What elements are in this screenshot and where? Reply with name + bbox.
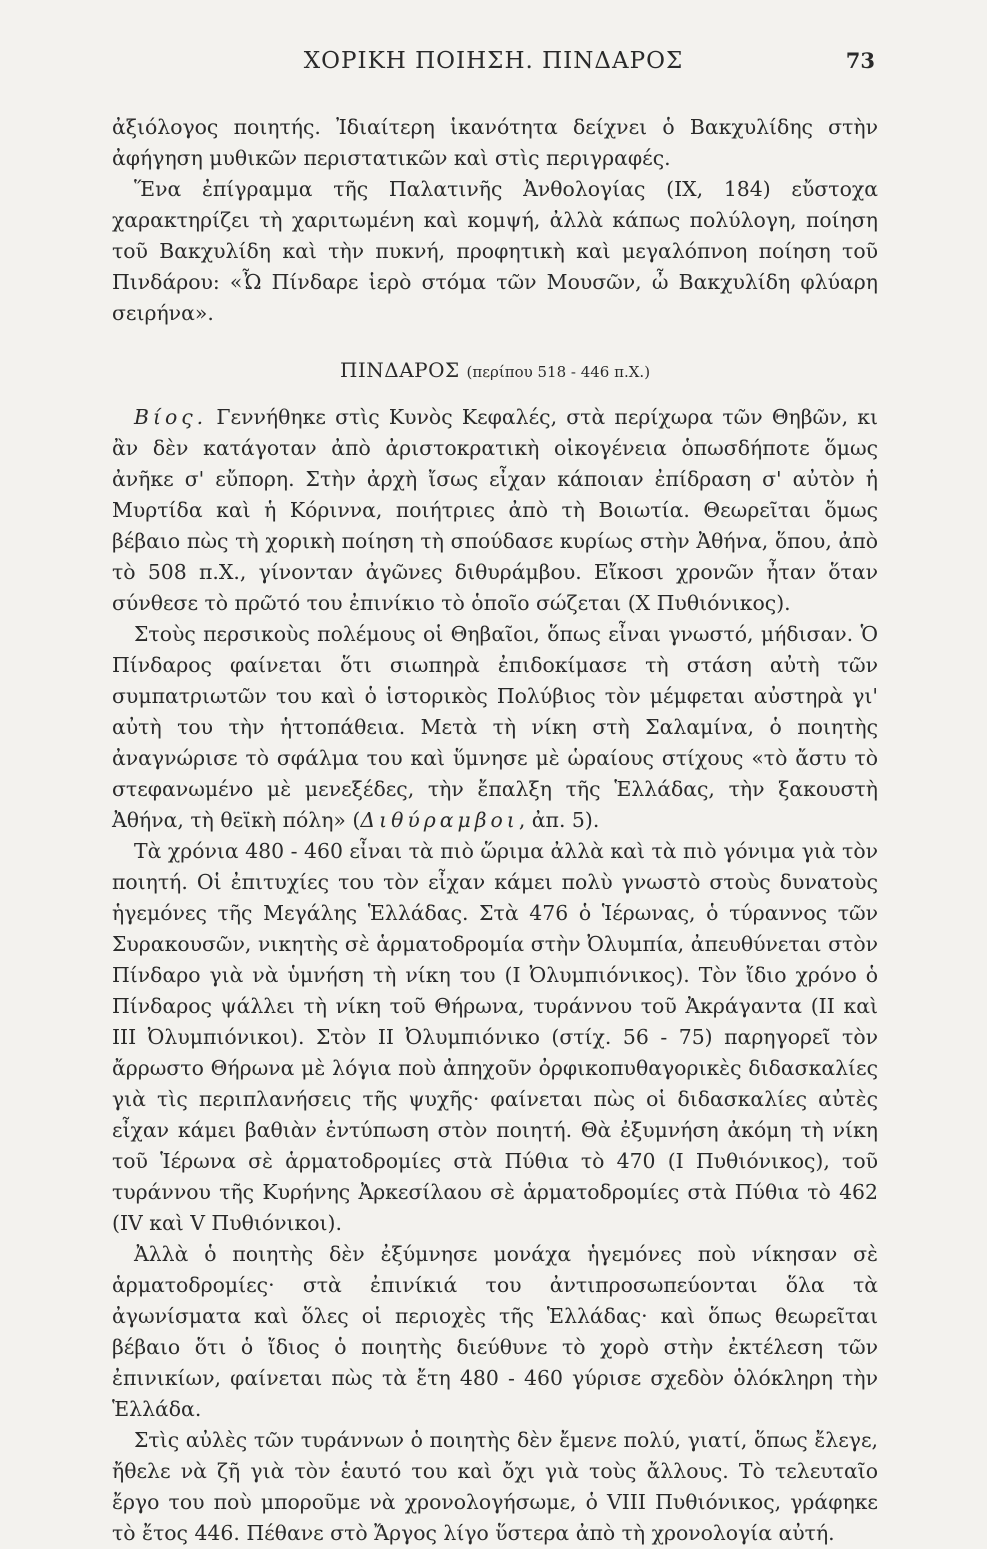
section-dates: (περίπου 518 - 446 π.Χ.) [466,363,651,381]
source-title: Διθύραμβοι [360,808,519,832]
page-header [0,48,987,88]
paragraph-bios-text: Γεννήθηκε στὶς Κυνὸς Κεφαλές, στὰ περίχωρα τῶν Θηβῶν, κι ἂν δὲν κατάγοταν ἀπὸ ἀριστοκρατικὴ οἰκογένεια ὁπωσδήποτε ὅμως ἀνῆκε σ' εὔπορη. Στὴν ἀρχὴ ἴσως εἶχαν κάποιαν ἐπίδραση σ' αὐτὸν ἡ Μυρτίδα καὶ ἡ Κόριννα, ποιήτριες ἀπὸ τὴ Βοιωτία. Θεωρεῖται ὅμως βέβαιο πὼς τὴ χορικὴ ποίηση τὴ σπούδασε κυρίως στὴν Ἀθήνα, ὅπου, ἀπὸ τὸ 508 π.Χ., γίνονταν ἀγῶνες διθυράμβου. Εἴκοσι χρονῶν ἦταν ὅταν σύνθεσε τὸ πρῶτό του ἐπινίκιο τὸ ὁποῖο σώζεται (Χ Πυθιόνικος). [112,405,878,615]
page-number: 73 [845,48,875,73]
paragraph-all-contests: Ἀλλὰ ὁ ποιητὴς δὲν ἐξύμνησε μονάχα ἡγεμόνες ποὺ νίκησαν σὲ ἁρματοδρομίες· στὰ ἐπινίκιά του ἀντιπροσωπεύονται ὅλα τὰ ἀγωνίσματα καὶ ὅλες οἱ περιοχὲς τῆς Ἑλλάδας· καὶ ὅπως θεωρεῖται βέβαιο ὅτι ὁ ἴδιος ὁ ποιητὴς διεύθυνε τὸ χορὸ στὴν ἐκτέλεση τῶν ἐπινικίων, φαίνεται πὼς τὰ ἔτη 480 - 460 γύρισε σχεδὸν ὁλόκληρη τὴν Ἑλλάδα. [112,1242,878,1421]
running-title: ΧΟΡΙΚΗ ΠΟΙΗΣΗ. ΠΙΝΔΑΡΟΣ [303,48,684,74]
paragraph-persian-wars [112,619,878,836]
paragraph-last-years: Στὶς αὐλὲς τῶν τυράννων ὁ ποιητὴς δὲν ἔμενε πολύ, γιατί, ὅπως ἔλεγε, ἤθελε νὰ ζῆ γιὰ τὸν ἑαυτό του καὶ ὄχι γιὰ τοὺς ἄλλους. Τὸ τελευταῖο ἔργο του ποὺ μποροῦμε νὰ χρονολογήσωμε, ὁ VIII Πυθιόνικος, γράφηκε τὸ ἔτος 446. Πέθανε στὸ Ἄργος λίγο ὕστερα ἀπὸ τὴ χρονολογία αὐτή. [112,1428,878,1545]
page-body [112,112,878,1549]
paragraph-intro-1: ἀξιόλογος ποιητής. Ἰδιαίτερη ἱκανότητα δείχνει ὁ Βακχυλίδης στὴν ἀφήγηση μυθικῶν περιστατικῶν καὶ στὶς περιγραφές. [112,115,878,170]
paragraph-persian-wars-end: , ἀπ. 5). [518,808,600,832]
bios-label: Βίος. [134,405,208,429]
paragraph-mature-years: Τὰ χρόνια 480 - 460 εἶναι τὰ πιὸ ὥριμα ἀλλὰ καὶ τὰ πιὸ γόνιμα γιὰ τὸν ποιητή. Οἱ ἐπιτυχίες του τὸν εἶχαν κάμει πολὺ γνωστὸ στοὺς δυνατοὺς ἡγεμόνες τῆς Μεγάλης Ἑλλάδας. Στὰ 476 ὁ Ἱέρωνας, ὁ τύραννος τῶν Συρακουσῶν, νικητὴς σὲ ἁρματοδρομία στὴν Ὀλυμπία, ἀπευθύνεται στὸν Πίνδαρο γιὰ νὰ ὑμνήση τὴ νίκη του (Ι Ὀλυμπιόνικος). Τὸν ἴδιο χρόνο ὁ Πίνδαρος ψάλλει τὴ νίκη τοῦ Θήρωνα, τυράννου τοῦ Ἀκράγαντα (ΙΙ καὶ ΙΙΙ Ὀλυμπιόνικοι). Στὸν ΙΙ Ὀλυμπιόνικο (στίχ. 56 - 75) παρηγορεῖ τὸν ἄρρωστο Θήρωνα μὲ λόγια ποὺ ἀπηχοῦν ὀρφικοπυθαγορικὲς διδασκαλίες γιὰ τὶς περιπλανήσεις τῆς ψυχῆς· φαίνεται πὼς οἱ διδασκαλίες αὐτὲς εἶχαν κάμει βαθιὰν ἐντύπωση στὸν ποιητή. Θὰ ἐξυμνήση ἀκόμη τὴ νίκη τοῦ Ἱέρωνα σὲ ἁρματοδρομίες στὰ Πύθια τὸ 470 (Ι Πυθιόνικος), τοῦ τυράννου τῆς Κυρήνης Ἀρκεσίλαου σὲ ἁρματοδρομίες στὰ Πύθια τὸ 462 (IV καὶ V Πυθιόνικοι). [112,839,878,1235]
section-heading [112,355,878,388]
paragraph-intro-2: Ἕνα ἐπίγραμμα τῆς Παλατινῆς Ἀνθολογίας (IX, 184) εὔστοχα χαρακτηρίζει τὴ χαριτωμένη καὶ κομψή, ἀλλὰ κάπως πολύλογη, ποίηση τοῦ Βακχυλίδη καὶ τὴν πυκνή, προφητικὴ καὶ μεγαλόπνοη ποίηση τοῦ Πινδάρου: «Ὦ Πίνδαρε ἱερὸ στόμα τῶν Μουσῶν, ὦ Βακχυλίδη φλύαρη σειρήνα». [112,177,878,325]
section-title: ΠΙΝΔΑΡΟΣ [339,358,460,382]
paragraph-bios [112,402,878,619]
paragraph-persian-wars-text: Στοὺς περσικοὺς πολέμους οἱ Θηβαῖοι, ὅπως εἶναι γνωστό, μήδισαν. Ὁ Πίνδαρος φαίνεται ὅτι σιωπηρὰ ἐπιδοκίμασε τὴ στάση αὐτὴ τῶν συμπατριωτῶν του καὶ ὁ ἱστορικὸς Πολύβιος τὸν μέμφεται αὐστηρὰ γι' αὐτὴ του τὴν ἡττοπάθεια. Μετὰ τὴ νίκη στὴ Σαλαμίνα, ὁ ποιητὴς ἀναγνώρισε τὸ σφάλμα του καὶ ὕμνησε μὲ ὡραίους στίχους «τὸ ἄστυ τὸ στεφανωμένο μὲ μενεξέδες, τὴν ἔπαλξη τῆς Ἑλλάδας, τὴν ξακουστὴ Ἀθήνα, τὴ θεϊκὴ πόλη» ( [112,622,878,832]
